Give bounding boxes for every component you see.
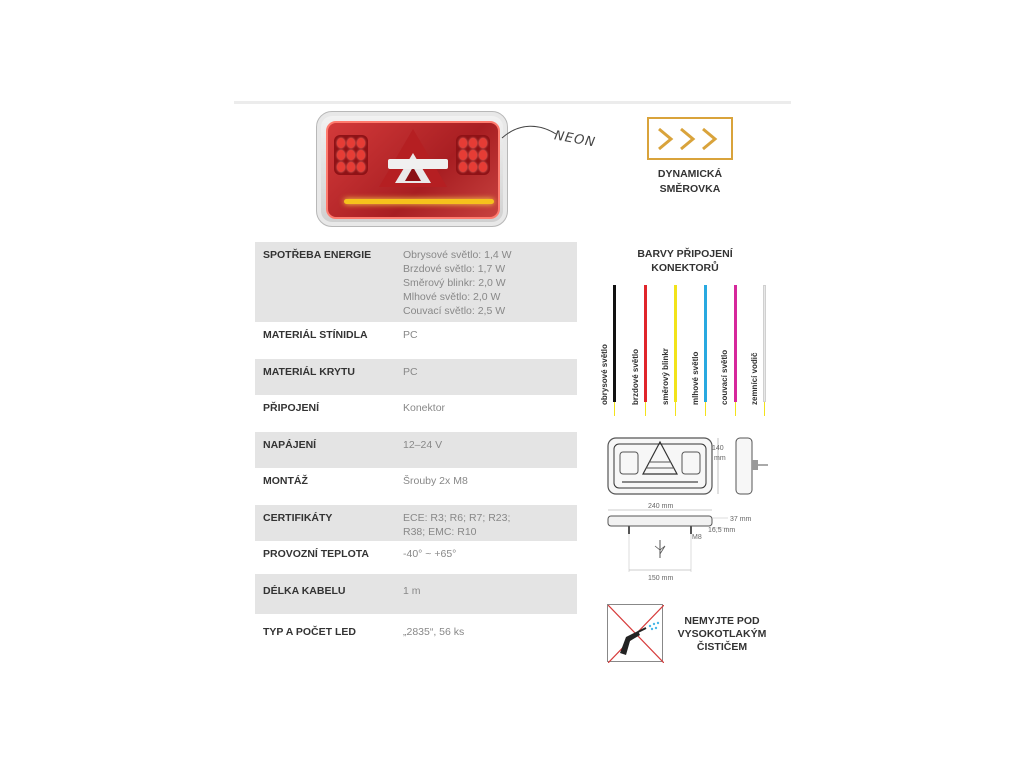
- led-cluster-right: [456, 135, 490, 175]
- spec-row-cable-length: [255, 574, 577, 614]
- dynamic-label-line1: DYNAMICKÁ: [657, 168, 723, 180]
- spec-row-mounting: [255, 468, 577, 505]
- spec-value: „2835“, 56 ks: [403, 626, 465, 638]
- connector-title-line2: KONEKTORŮ: [651, 262, 719, 274]
- wire-black: [613, 285, 616, 402]
- wire-label-turn: směrový blinkr: [661, 348, 670, 405]
- spec-value-line: Mlhové světlo: 2,0 W: [403, 291, 501, 303]
- spec-value-line: Směrový blinkr: 2,0 W: [403, 277, 506, 289]
- wire-tip: [675, 402, 676, 416]
- lamp-lens-face: [326, 121, 500, 219]
- dimension-diagram: [600, 430, 780, 590]
- dynamic-signal-icon: [647, 117, 733, 160]
- wire-tip: [614, 402, 615, 416]
- spec-row-cover-material: [255, 359, 577, 395]
- spec-row-led-type: [255, 614, 577, 648]
- spec-value-line: Couvací světlo: 2,5 W: [403, 305, 506, 317]
- pressure-washer-icon: [608, 605, 664, 663]
- no-pressure-washer-icon: [607, 604, 663, 662]
- dim-depth: 37 mm: [730, 516, 752, 523]
- spec-value: [403, 248, 577, 322]
- dim-spacing: 150 mm: [648, 575, 674, 582]
- triangle-core: [405, 167, 421, 181]
- warning-line2: VYSOKOTLAKÝM: [677, 628, 767, 640]
- dim-height-value: 140: [712, 445, 724, 452]
- wire-label-ground: zemnící vodič: [750, 352, 759, 405]
- neon-label: NEON: [553, 128, 597, 151]
- wire-label-brake: brzdové světlo: [631, 348, 640, 405]
- dim-width: 240 mm: [648, 503, 674, 510]
- wire-blue: [704, 285, 707, 402]
- wire-label-parking: obrysové světlo: [600, 344, 609, 405]
- spec-value: Šrouby 2x M8: [403, 475, 468, 487]
- wire-label-fog: mlhové světlo: [691, 351, 700, 405]
- tail-lamp-image: [316, 111, 508, 227]
- wire-magenta: [734, 285, 737, 402]
- spec-key: PŘIPOJENÍ: [263, 402, 320, 414]
- spec-key: PROVOZNÍ TEPLOTA: [263, 548, 369, 560]
- spec-key: TYP A POČET LED: [263, 626, 356, 638]
- wire-tip: [705, 402, 706, 416]
- dynamic-label-line2: SMĚROVKA: [659, 183, 721, 195]
- spec-value: 12–24 V: [403, 439, 443, 451]
- dimension-drawing: [600, 430, 780, 595]
- top-divider: [234, 101, 791, 104]
- wire-white: [763, 285, 766, 402]
- spec-key: CERTIFIKÁTY: [263, 512, 333, 524]
- spec-key: DÉLKA KABELU: [263, 585, 346, 597]
- wire-tip: [764, 402, 765, 416]
- dim-height-unit: mm: [714, 455, 726, 462]
- wire-label-reverse: couvací světlo: [720, 349, 729, 405]
- spec-value-line: Obrysové světlo: 1,4 W: [403, 249, 512, 261]
- warning-line1: NEMYJTE POD: [684, 615, 760, 627]
- spec-table: [255, 242, 577, 648]
- spec-value: 1 m: [403, 585, 421, 597]
- spec-row-shade-material: [255, 322, 577, 359]
- warning-line3: ČISTIČEM: [696, 641, 748, 653]
- spec-key: MATERIÁL KRYTU: [263, 366, 355, 378]
- chevrons-icon: [655, 126, 727, 152]
- dynamic-signal-label: [640, 167, 740, 197]
- spec-row-voltage: [255, 432, 577, 468]
- spec-value: [403, 511, 577, 541]
- spec-value-line: ECE: R3; R6; R7; R23;: [403, 512, 511, 524]
- spec-row-temperature: [255, 541, 577, 574]
- connector-colors-title: [620, 247, 750, 275]
- spec-row-power: [255, 242, 577, 322]
- spec-row-connection: [255, 395, 577, 432]
- spec-value: Konektor: [403, 402, 446, 414]
- reverse-lens: [388, 159, 448, 169]
- neon-pointer-line: [500, 120, 560, 150]
- spec-value: PC: [403, 366, 418, 378]
- connector-title-line1: BARVY PŘIPOJENÍ: [637, 248, 733, 260]
- spec-value: PC: [403, 329, 418, 341]
- spec-value-line: R38; EMC: R10: [403, 526, 477, 538]
- spec-key: NAPÁJENÍ: [263, 439, 317, 451]
- spec-value-line: Brzdové světlo: 1,7 W: [403, 263, 506, 275]
- dim-bolt: M8: [692, 534, 702, 541]
- dim-depth2: 16,5 mm: [708, 527, 736, 534]
- wire-red: [644, 285, 647, 402]
- neon-strip: [344, 199, 494, 204]
- wire-tip: [645, 402, 646, 416]
- wire-tip: [735, 402, 736, 416]
- spec-key: MONTÁŽ: [263, 475, 308, 487]
- spec-key: SPOTŘEBA ENERGIE: [263, 249, 372, 261]
- spec-value: -40° ~ +65°: [403, 548, 457, 560]
- led-cluster-left: [334, 135, 368, 175]
- wire-yellow: [674, 285, 677, 402]
- spec-key: MATERIÁL STÍNIDLA: [263, 329, 368, 341]
- warning-label: [672, 615, 772, 654]
- spec-row-certificates: [255, 505, 577, 541]
